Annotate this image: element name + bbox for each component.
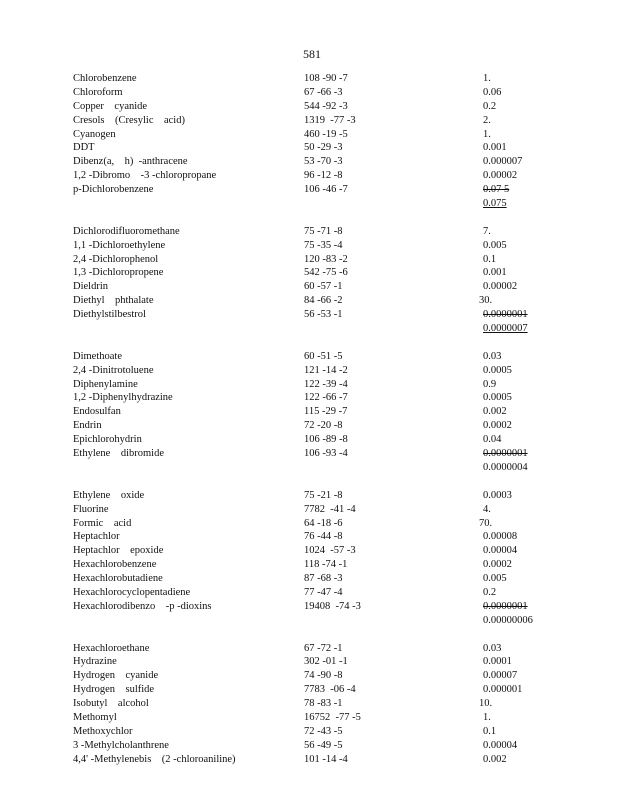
limit-value: 0.0005: [483, 392, 512, 404]
chemical-name: 1,2 -Diphenylhydrazine: [73, 392, 173, 404]
chemical-name: Diethyl phthalate: [73, 295, 154, 307]
limit-value: 0.002: [483, 406, 507, 418]
chemical-name: Formic acid: [73, 517, 132, 529]
chemical-name: 1,2 -Dibromo -3 -chloropropane: [73, 170, 217, 182]
limit-value: 0.00004: [483, 739, 518, 751]
table-row: [73, 614, 543, 628]
chemical-name: Fluorine: [73, 503, 109, 515]
cas-number: 72 -20 -8: [304, 420, 343, 432]
limit-value: 0.075: [483, 198, 507, 210]
limit-value: 0.0000001: [483, 448, 528, 460]
limit-value: 0.03: [483, 642, 502, 654]
chemical-name: Endrin: [73, 420, 102, 432]
limit-value: 0.00008: [483, 531, 518, 543]
limit-value: 0.1: [483, 725, 497, 737]
limit-value: 0.005: [483, 239, 507, 251]
row-spacer: [73, 475, 543, 489]
cas-number: 72 -43 -5: [304, 725, 343, 737]
cas-number: 56 -53 -1: [304, 309, 343, 321]
chemical-name: 3 -Methylcholanthrene: [73, 739, 169, 751]
limit-value: 0.002: [483, 753, 507, 765]
limit-value: 0.04: [483, 434, 502, 446]
limit-value: 7.: [483, 225, 491, 237]
limit-value: 30.: [479, 295, 493, 307]
cas-number: 19408 -74 -3: [304, 600, 361, 612]
table-row: [73, 72, 543, 86]
limit-value: 10.: [479, 698, 493, 710]
table-row: [73, 225, 543, 239]
limit-value: 70.: [479, 517, 493, 529]
limit-value: 0.000001: [483, 684, 523, 696]
chemical-name: Hydrazine: [73, 656, 117, 668]
table-row: [73, 753, 543, 767]
table-row: [73, 489, 543, 503]
table-row: [73, 86, 543, 100]
cas-number: 60 -51 -5: [304, 350, 343, 362]
table-row: [73, 100, 543, 114]
chemical-name: Ethylene oxide: [73, 489, 145, 501]
limit-value: 1.: [483, 73, 491, 84]
chemical-name: DDT: [73, 142, 95, 154]
cas-number: 96 -12 -8: [304, 170, 343, 182]
table-row: [73, 239, 543, 253]
table-row: [73, 114, 543, 128]
limit-value: 0.0005: [483, 364, 512, 376]
cas-number: 64 -18 -6: [304, 517, 343, 529]
table-row: [73, 169, 543, 183]
limit-value: 2.: [483, 114, 491, 126]
limit-value: 0.0002: [483, 559, 512, 571]
table-row: [73, 739, 543, 753]
chemical-name: Methomyl: [73, 711, 117, 723]
chemical-name: Endosulfan: [73, 406, 121, 418]
chemical-name: Dieldrin: [73, 281, 108, 293]
cas-number: 16752 -77 -5: [304, 711, 361, 723]
chemical-name: Diethylstilbestrol: [73, 309, 146, 321]
cas-number: 122 -39 -4: [304, 378, 348, 390]
table-row: [73, 655, 543, 669]
limit-value: 0.0000007: [483, 323, 528, 335]
cas-number: 122 -66 -7: [304, 392, 348, 404]
table-row: [73, 183, 543, 197]
table-row: [73, 155, 543, 169]
chemical-name: Cresols (Cresylic acid): [73, 114, 185, 126]
cas-number: 67 -72 -1: [304, 642, 343, 654]
limit-value: 0.005: [483, 573, 507, 585]
chemical-name: Dibenz(a, h) -anthracene: [73, 156, 188, 168]
chemical-name: 1,1 -Dichloroethylene: [73, 239, 166, 251]
table-row: [73, 405, 543, 419]
cas-number: 302 -01 -1: [304, 656, 348, 668]
table-row: [73, 280, 543, 294]
row-spacer: [73, 336, 543, 350]
limit-value: 0.0000001: [483, 309, 528, 321]
cas-number: 106 -93 -4: [304, 448, 348, 460]
chemical-name: Hexachloroethane: [73, 642, 150, 654]
table-row: [73, 572, 543, 586]
chemical-name: 1,3 -Dichloropropene: [73, 267, 164, 279]
cas-number: 460 -19 -5: [304, 128, 348, 140]
chemical-name: Ethylene dibromide: [73, 448, 164, 460]
cas-number: 77 -47 -4: [304, 586, 343, 598]
table-row: [73, 600, 543, 614]
limit-value: 0.00007: [483, 670, 518, 682]
chemical-name: Hydrogen sulfide: [73, 684, 155, 696]
limit-value: 0.00002: [483, 281, 518, 293]
chemical-name: Hexachlorobutadiene: [73, 573, 163, 585]
cas-number: 121 -14 -2: [304, 364, 348, 376]
cas-number: 74 -90 -8: [304, 670, 343, 682]
limit-value: 0.0000004: [483, 461, 528, 473]
chemical-name: Hexachlorodibenzo -p -dioxins: [73, 600, 212, 612]
table-row: [73, 447, 543, 461]
chemical-name: Dichlorodifluoromethane: [73, 225, 180, 237]
chemical-name: Copper cyanide: [73, 100, 148, 112]
chemical-name: Hydrogen cyanide: [73, 670, 159, 682]
cas-number: 542 -75 -6: [304, 267, 348, 279]
table-row: [73, 308, 543, 322]
chemical-name: Diphenylamine: [73, 378, 138, 390]
table-row: [73, 433, 543, 447]
row-spacer: [73, 628, 543, 642]
table-row: [73, 683, 543, 697]
cas-number: 75 -71 -8: [304, 225, 343, 237]
limit-value: 0.06: [483, 86, 502, 98]
cas-number: 78 -83 -1: [304, 698, 343, 710]
limit-value: 0.07 5: [483, 184, 510, 196]
table-row: [73, 197, 543, 211]
limit-value: 0.00004: [483, 545, 518, 557]
chemical-name: Heptachlor: [73, 531, 120, 543]
table-row: [73, 253, 543, 267]
table-row: [73, 364, 543, 378]
cas-number: 87 -68 -3: [304, 573, 343, 585]
cas-number: 75 -21 -8: [304, 489, 343, 501]
cas-number: 106 -46 -7: [304, 184, 348, 196]
limit-value: 0.2: [483, 586, 497, 598]
limit-value: 0.00002: [483, 170, 518, 182]
table-row: [73, 391, 543, 405]
cas-number: 60 -57 -1: [304, 281, 343, 293]
cas-number: 101 -14 -4: [304, 753, 348, 765]
cas-number: 67 -66 -3: [304, 86, 343, 98]
cas-number: 56 -49 -5: [304, 739, 343, 751]
table-row: [73, 544, 543, 558]
cas-number: 7782 -41 -4: [304, 503, 356, 515]
limit-value: 0.001: [483, 267, 507, 279]
table-row: [73, 517, 543, 531]
cas-number: 544 -92 -3: [304, 100, 348, 112]
table-row: [73, 586, 543, 600]
table-row: [73, 697, 543, 711]
limit-value: 0.0000001: [483, 600, 528, 612]
cas-number: 118 -74 -1: [304, 559, 348, 571]
limit-value: 0.03: [483, 350, 502, 362]
cas-number: 50 -29 -3: [304, 142, 343, 154]
cas-number: 76 -44 -8: [304, 531, 343, 543]
table-row: [73, 350, 543, 364]
limit-value: 0.9: [483, 378, 497, 390]
cas-number: 120 -83 -2: [304, 253, 348, 265]
chemical-name: p-Dichlorobenzene: [73, 184, 154, 196]
table-row: [73, 322, 543, 336]
cas-number: 75 -35 -4: [304, 239, 343, 251]
limit-value: 1.: [483, 128, 491, 140]
limit-value: 0.0003: [483, 489, 512, 501]
cas-number: 115 -29 -7: [304, 406, 348, 418]
chemical-name: Cyanogen: [73, 128, 116, 140]
table-row: [73, 419, 543, 433]
limit-value: 0.000007: [483, 156, 523, 168]
chemical-table: [73, 72, 543, 767]
limit-value: 0.1: [483, 253, 497, 265]
chemical-name: 2,4 -Dichlorophenol: [73, 253, 159, 265]
limit-value: 1.: [483, 711, 491, 723]
table-row: [73, 711, 543, 725]
table-row: [73, 378, 543, 392]
table-row: [73, 141, 543, 155]
chemical-name: Dimethoate: [73, 350, 122, 362]
chemical-name: 4,4' -Methylenebis (2 -chloroaniline): [73, 753, 236, 765]
limit-value: 0.0002: [483, 420, 512, 432]
chemical-name: Methoxychlor: [73, 725, 133, 737]
cas-number: 84 -66 -2: [304, 295, 343, 307]
table-row: [73, 128, 543, 142]
table-row: [73, 461, 543, 475]
chemical-name: Heptachlor epoxide: [73, 545, 164, 557]
chemical-name: Epichlorohydrin: [73, 434, 142, 446]
table-row: [73, 503, 543, 517]
table-row: [73, 725, 543, 739]
table-row: [73, 294, 543, 308]
cas-number: 1319 -77 -3: [304, 114, 356, 126]
table-row: [73, 558, 543, 572]
chemical-name: Hexachlorobenzene: [73, 559, 157, 571]
chemical-name: Chloroform: [73, 86, 123, 98]
page-number: 581: [303, 47, 321, 61]
cas-number: 53 -70 -3: [304, 156, 343, 168]
row-spacer: [73, 211, 543, 225]
limit-value: 0.00000006: [483, 614, 533, 626]
chemical-name: Chlorobenzene: [73, 73, 137, 84]
limit-value: 0.001: [483, 142, 507, 154]
table-row: [73, 642, 543, 656]
cas-number: 1024 -57 -3: [304, 545, 356, 557]
table-row: [73, 669, 543, 683]
cas-number: 7783 -06 -4: [304, 684, 356, 696]
chemical-name: Isobutyl alcohol: [73, 698, 149, 710]
cas-number: 108 -90 -7: [304, 73, 348, 84]
limit-value: 0.2: [483, 100, 497, 112]
limit-value: 0.0001: [483, 656, 512, 668]
chemical-name: Hexachlorocyclopentadiene: [73, 586, 191, 598]
table-row: [73, 266, 543, 280]
limit-value: 4.: [483, 503, 491, 515]
table-row: [73, 530, 543, 544]
chemical-name: 2,4 -Dinitrotoluene: [73, 364, 154, 376]
cas-number: 106 -89 -8: [304, 434, 348, 446]
